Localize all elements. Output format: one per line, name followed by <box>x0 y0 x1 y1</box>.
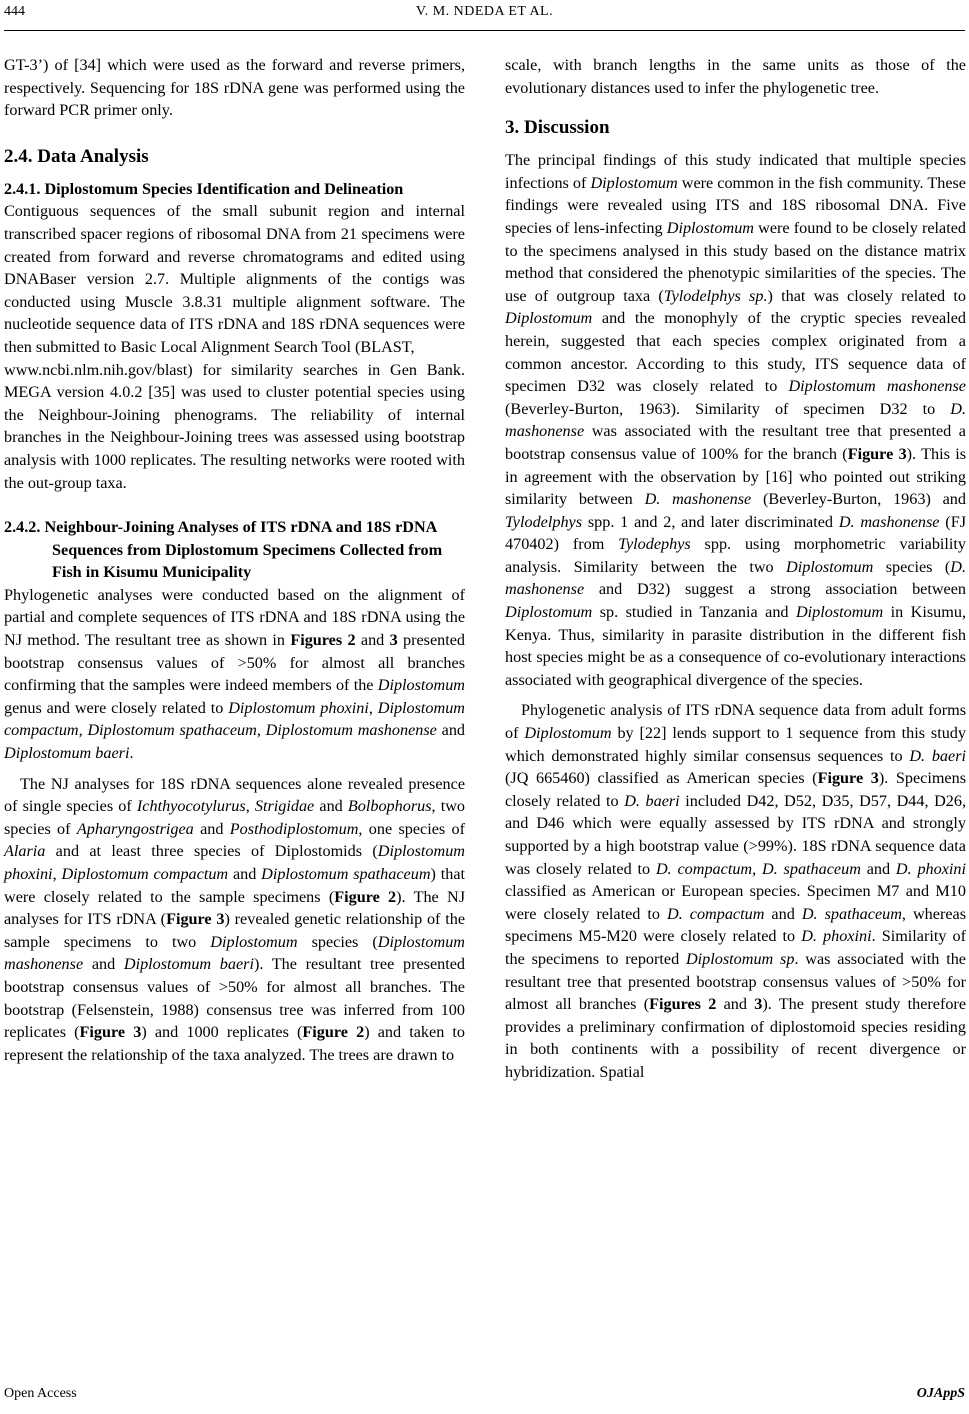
paragraph-blast-mega: www.ncbi.nlm.nih.gov/blast) for similarity searches in Gen Bank. MEGA version 4.0.2 [35] was used to cluster potential species using the Neighbour-Joining phenograms. The reliability of internal branches in the Neighbour-Joining trees was assessed using bootstrap analysis with 1000 replicates. The resulting networks were rooted with the out-group taxa. <box>4 360 465 492</box>
page-header <box>4 4 965 24</box>
paragraph-primers: GT-3’) of [34] which were used as the forward and reverse primers, respectively. Sequencing for 18S rDNA gene was performed using the forward PCR primer only. <box>4 56 465 120</box>
paragraph-contiguous-sequences: Contiguous sequences of the small subunit region and internal transcribed spacer regions of ribosomal DNA from 21 specimens were created from forward and reverse chromatograms and edited using DNABaser version 2.7. Multiple alignments of the contigs was conducted using Muscle 3.8.31 multiple alignment software. The nucleotide sequence data of ITS rDNA and 18S rDNA sequences were then submitted to Basic Local Alignment Search Tool (BLAST, <box>4 202 465 356</box>
section-heading-discussion: 3. Discussion <box>505 117 610 139</box>
page-number: 444 <box>4 4 25 19</box>
page-footer <box>4 1386 965 1406</box>
subsection-heading-identification: 2.4.1. Diplostomum Species Identification and Delineation <box>4 179 404 198</box>
section-heading-data-analysis: 2.4. Data Analysis <box>4 145 149 167</box>
paragraph-scale: scale, with branch lengths in the same units as those of the evolutionary distances used to infer the phylogenetic tree. <box>505 56 966 97</box>
left-column <box>4 54 465 1066</box>
running-head: V. M. NDEDA ET AL. <box>415 4 554 19</box>
footer-journal-name: OJAppS <box>916 1386 965 1401</box>
paragraph-its-adult-forms: Phylogenetic analysis of ITS rDNA sequence data from adult forms of Diplostomum by [22] lends support to 1 sequence from this study which demonstrated highly similar consensus sequences to D. baeri (JQ 665460) classified as American species (Figure 3). Specimens closely related to D. baeri included D42, D52, D35, D57, D44, D26, and D46 which were equally assessed by ITS rDNA and strongly supported by a high bootstrap value (>99%). 18S rDNA sequence data was closely related to D. compactum, D. spathaceum and D. phoxini classified as American or European species. Specimen M7 and M10 were closely related to D. compactum and D. spathaceum, whereas specimens M5-M20 were closely related to D. phoxini. Similarity of the specimens to reported Diplostomum sp. was associated with the resultant tree that presented bootstrap consensus values of >50% for almost all branches (Figures 2 and 3). The present study therefore provides a preliminary confirmation of diplostomoid species residing in both continents with a possibility of recent divergence or hybridization. Spatial <box>505 701 967 1081</box>
footer-open-access: Open Access <box>4 1386 77 1401</box>
right-column <box>505 54 966 1084</box>
subsection-heading-nj-analyses: 2.4.2. Neighbour-Joining Analyses of ITS rDNA and 18S rDNA Sequences from Diplostomum Specimens Collected from Fish in Kisumu Municipality <box>4 518 443 582</box>
paragraph-principal-findings: The principal findings of this study indicated that multiple species infections of Diplostomum were common in the fish community. These findings were revealed using ITS and 18S ribosomal DNA. Five species of lens-infecting Diplostomum were found to be closely related to the specimens analysed in this study based on the distance matrix method that considered the phenotypic similarities of the species. The use of outgroup taxa (Tylodelphys sp.) that was closely related to Diplostomum and the monophyly of the cryptic species revealed herein, suggested that each species complex originated from a common ancestor. According to this study, ITS sequence data of specimen D32 was closely related to Diplostomum mashonense (Beverley-Burton, 1963). Similarity of specimen D32 to D. mashonense was associated with the resultant tree that presented a bootstrap consensus value of 100% for the branch (Figure 3). This is in agreement with the observation by [16] who pointed out striking similarity between D. mashonense (Beverley-Burton, 1963) and Tylodelphys spp. 1 and 2, and later discriminated D. mashonense (FJ 470402) from Tylodephys spp. using morphometric variability analysis. Similarity between the two Diplostomum species (D. mashonense and D32) suggest a strong association between Diplostomum sp. studied in Tanzania and Diplostomum in Kisumu, Kenya. Thus, similarity in parasite distribution in the different fish host species might be as a consequence of co-evolutionary interactions associated with geographical divergence of the species. <box>505 151 967 689</box>
paragraph-nj-18s: The NJ analyses for 18S rDNA sequences alone revealed presence of single species of Ichthyocotylurus, Strigidae and Bolbophorus, two species of Apharyngostrigea and Posthodiplostomum, one species of Alaria and at least three species of Diplostomids (Diplostomum phoxini, Diplostomum compactum and Diplostomum spathaceum) that were closely related to the sample specimens (Figure 2). The NJ analyses for ITS rDNA (Figure 3) revealed genetic relationship of the sample specimens to two Diplostomum species (Diplostomum mashonense and Diplostomum baeri). The resultant tree presented bootstrap consensus values of >50% for almost all branches. The bootstrap (Felsenstein, 1988) consensus tree was inferred from 100 replicates (Figure 3) and 1000 replicates (Figure 2) and taken to represent the relationship of the taxa analyzed. The trees are drawn to <box>4 774 466 1064</box>
header-rule <box>4 30 965 31</box>
paragraph-phylogenetic-analyses: Phylogenetic analyses were conducted based on the alignment of partial and complete sequences of ITS rDNA and 18S rDNA using the NJ method. The resultant tree as shown in Figures 2 and 3 presented bootstrap consensus values of >50% for almost all branches confirming that the samples were indeed members of the Diplostomum genus and were closely related to Diplostomum phoxini, Diplostomum compactum, Diplostomum spathaceum, Diplostomum mashonense and Diplostomum baeri. <box>4 585 466 763</box>
